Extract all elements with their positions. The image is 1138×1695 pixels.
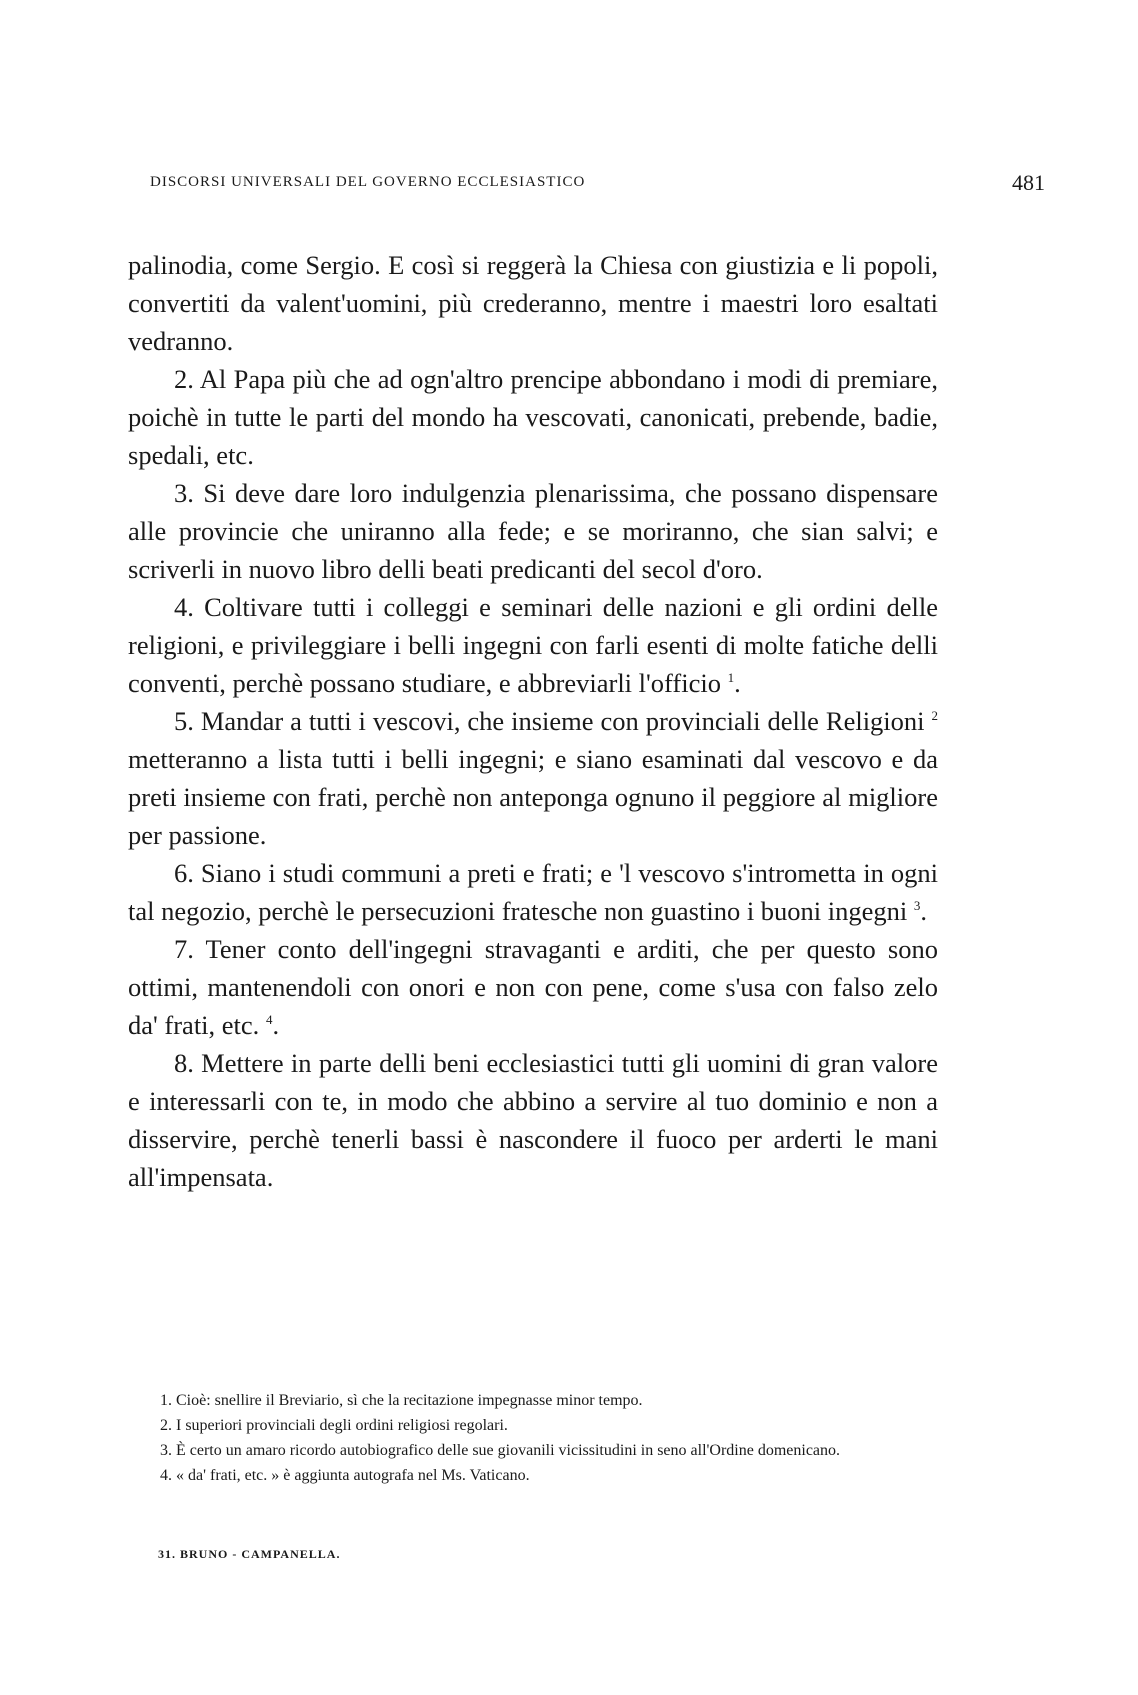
paragraph-6: 6. Siano i studi communi a preti e frati; e 'l vescovo s'intrometta in ogni tal negozio, perchè le persecuzioni fratesche non guastino i buoni ingegni $^3$. xyxy=(128,858,938,926)
running-head: DISCORSI UNIVERSALI DEL GOVERNO ECCLESIASTICO xyxy=(150,174,586,190)
paragraph-8: 8. Mettere in parte delli beni ecclesiastici tutti gli uomini di gran valore e interessarli con te, in modo che abbino a servire al tuo dominio e non a disservire, perchè tenerli bassi è nascondere il fuoco per arderti le mani all'impensata. xyxy=(128,1048,938,1192)
footnote-ref-1: 1 xyxy=(727,670,735,686)
printer-signature: 31. BRUNO - CAMPANELLA. xyxy=(158,1547,341,1561)
paragraph-3: 3. Si deve dare loro indulgenzia plenarissima, che possano dispensare alle provincie che uniranno alla fede; e se moriranno, che sian salvi; e scriverli in nuovo libro delli beati predicanti del secol d'oro. xyxy=(128,478,938,584)
footnote-4: 4. « da' frati, etc. » è aggiunta autografa nel Ms. Vaticano. xyxy=(160,1467,530,1484)
footnote-ref-3: 3 xyxy=(913,898,921,914)
footnote-2: 2. I superiori provinciali degli ordini religiosi regolari. xyxy=(160,1417,508,1434)
paragraph-2: 2. Al Papa più che ad ogn'altro prencipe abbondano i modi di premiare, poichè in tutte le parti del mondo ha vescovati, canonicati, prebende, badie, spedali, etc. xyxy=(128,364,938,470)
page-number: 481 xyxy=(1012,170,1045,195)
footnotes xyxy=(132,1388,942,1488)
footnote-ref-2: 2 xyxy=(931,708,938,724)
footnote-ref-4: 4 xyxy=(265,1012,273,1028)
paragraph-5-text-b: metteranno a lista tutti i belli ingegni; e siano esaminati dal vescovo e da preti insieme con frati, perchè non anteponga ognuno il peggiore al migliore per passione. xyxy=(128,744,938,850)
footnote-1: 1. Cioè: snellire il Breviario, sì che la recitazione impegnasse minor tempo. xyxy=(160,1392,643,1409)
paragraph-7: 7. Tener conto dell'ingegni stravaganti e arditi, che per questo sono ottimi, mantenendoli con onori e non con pene, come s'usa con falso zelo da' frati, etc. $^4$. xyxy=(128,934,938,1040)
paragraph-6-text: 6. Siano i studi communi a preti e frati; e 'l vescovo s'intrometta in ogni tal negozio, perchè le persecuzioni fratesche non guastino i buoni ingegni xyxy=(128,858,938,926)
paragraph-1: palinodia, come Sergio. E così si reggerà la Chiesa con giustizia e li popoli, convertiti da valent'uomini, più crederanno, mentre i maestri loro esaltati vedranno. xyxy=(128,250,938,356)
paragraph-5 xyxy=(128,702,938,854)
paragraph-4-text: 4. Coltivare tutti i colleggi e seminari delle nazioni e gli ordini delle religioni, e privileggiare i belli ingegni con farli esenti di molte fatiche delli conventi, perchè possano studiare, e abbreviarli l'officio xyxy=(128,592,938,698)
paragraph-4: 4. Coltivare tutti i colleggi e seminari delle nazioni e gli ordini delle religioni, e privileggiare i belli ingegni con farli esenti di molte fatiche delli conventi, perchè possano studiare, e abbreviarli l'officio $^1$. xyxy=(128,592,938,698)
paragraph-5-text-a: 5. Mandar a tutti i vescovi, che insieme con provinciali delle Religioni xyxy=(174,706,925,736)
footnote-3: 3. È certo un amaro ricordo autobiografico delle sue giovanili vicissitudini in seno all'Ordine domenicano. xyxy=(160,1442,841,1459)
body-text xyxy=(128,246,938,1196)
paragraph-7-text: 7. Tener conto dell'ingegni stravaganti e arditi, che per questo sono ottimi, mantenendoli con onori e non con pene, come s'usa con falso zelo da' frati, etc. xyxy=(128,934,938,1040)
